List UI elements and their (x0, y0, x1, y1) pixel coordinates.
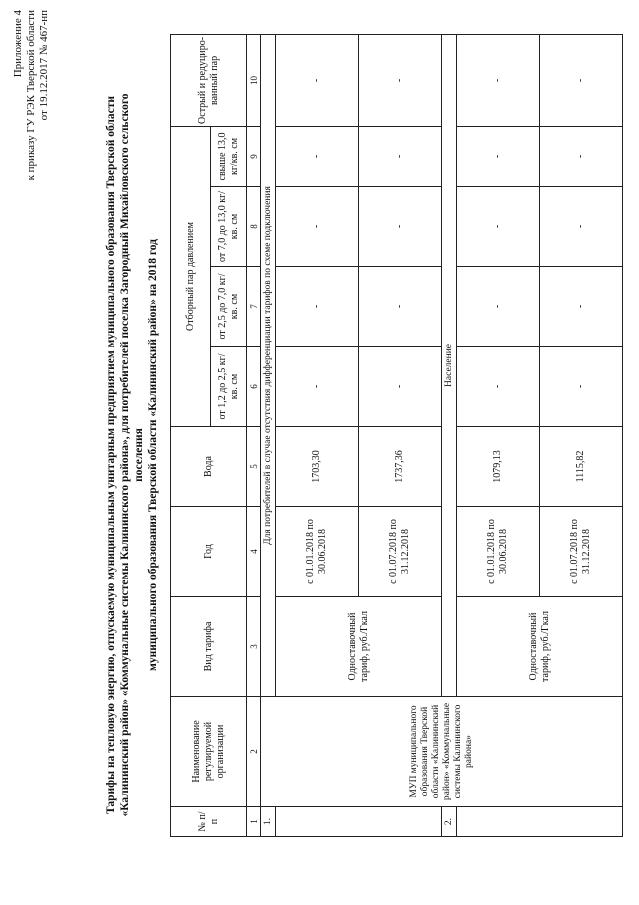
header-sharp-steam: Острый и редуциро- ванный пар (171, 34, 247, 126)
header-steam-group: Отборный пар давлением (171, 126, 211, 426)
sharp-steam-cell: - (276, 34, 359, 126)
steam-cell: - (276, 126, 359, 186)
title-line: муниципального образования Тверской области «Калининский район» на 2018 год (147, 239, 159, 671)
steam-cell: - (457, 126, 540, 186)
tariff-type: Одноставочный тариф, руб./Гкал (457, 597, 623, 697)
steam-cell: - (359, 126, 442, 186)
section-row (261, 34, 276, 836)
col-number: 8 (247, 187, 261, 267)
steam-cell: - (457, 347, 540, 427)
tariff-type: Одноставочный тариф, руб./Гкал (276, 597, 442, 697)
sharp-steam-cell: - (457, 34, 540, 126)
header-steam-1: от 1,2 до 2,5 кг/кв. см (211, 347, 247, 427)
tariff-table (170, 34, 623, 837)
title-line: Тарифы на тепловую энергию, отпускаемую муниципальным унитарным предприятием муниципального образования Тверской области (105, 96, 117, 814)
steam-cell: - (359, 267, 442, 347)
appendix-note (12, 10, 51, 310)
appendix-line: от 19.12.2017 № 467-нп (38, 10, 50, 121)
steam-cell: - (457, 267, 540, 347)
section-num: 1. (261, 807, 276, 837)
appendix-line: Приложение 4 (12, 10, 24, 78)
steam-cell: - (540, 267, 623, 347)
organization-name: МУП муниципального образования Тверской области «Калининский район» «Коммунальные системы Калининского района» (261, 697, 623, 807)
section-num-spacer (457, 807, 623, 837)
col-number: 10 (247, 34, 261, 126)
col-number: 1 (247, 807, 261, 837)
col-number: 4 (247, 507, 261, 597)
water-cell: 1115,82 (540, 427, 623, 507)
steam-cell: - (276, 267, 359, 347)
section-num: 2. (442, 807, 457, 837)
title-line: «Калининский район» «Коммунальные системы Калининского района», для потребителей поселка Загородный Михайловского сельского поселения (119, 93, 145, 817)
header-org: Наименование регулируемой организации (171, 697, 247, 807)
header-steam-3: от 7,0 до 13,0 кг/кв. см (211, 187, 247, 267)
header-tariff-type: Вид тарифа (171, 597, 247, 697)
steam-cell: - (540, 347, 623, 427)
steam-cell: - (457, 187, 540, 267)
period-cell: с 01.01.2018 по 30.06.2018 (276, 507, 359, 597)
water-cell: 1703,30 (276, 427, 359, 507)
steam-cell: - (540, 187, 623, 267)
water-cell: 1737,36 (359, 427, 442, 507)
steam-cell: - (359, 347, 442, 427)
steam-cell: - (540, 126, 623, 186)
period-cell: с 01.07.2018 по 31.12.2018 (359, 507, 442, 597)
col-number: 6 (247, 347, 261, 427)
period-cell: с 01.07.2018 по 31.12.2018 (540, 507, 623, 597)
header-year: Год (171, 507, 247, 597)
col-number: 3 (247, 597, 261, 697)
sharp-steam-cell: - (359, 34, 442, 126)
period-cell: с 01.01.2018 по 30.06.2018 (457, 507, 540, 597)
column-number-row (247, 34, 261, 836)
steam-cell: - (359, 187, 442, 267)
col-number: 5 (247, 427, 261, 507)
section-label: Население (442, 34, 457, 696)
appendix-line: к приказу ГУ РЭК Тверской области (25, 10, 37, 181)
steam-cell: - (276, 187, 359, 267)
steam-cell: - (276, 347, 359, 427)
header-steam-4: свыше 13,0 кг/кв. см (211, 126, 247, 186)
section-label: Для потребителей в случае отсутствия дифференциации тарифов по схеме подключения (261, 34, 276, 696)
col-number: 7 (247, 267, 261, 347)
header-num: № п/п (171, 807, 247, 837)
section-num-spacer (276, 807, 442, 837)
header-row (171, 34, 211, 836)
col-number: 2 (247, 697, 261, 807)
sharp-steam-cell: - (540, 34, 623, 126)
header-steam-2: от 2,5 до 7,0 кг/кв. см (211, 267, 247, 347)
header-water: Вода (171, 427, 247, 507)
water-cell: 1079,13 (457, 427, 540, 507)
document-title (104, 85, 160, 825)
col-number: 9 (247, 126, 261, 186)
